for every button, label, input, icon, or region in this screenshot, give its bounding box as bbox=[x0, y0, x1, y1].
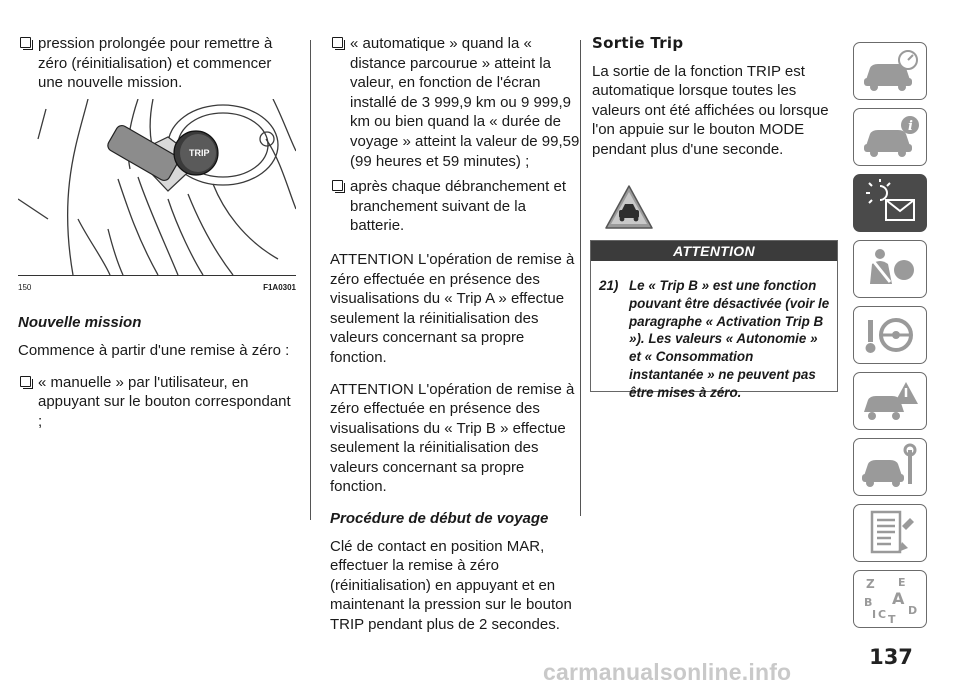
checkbox-bullet-icon bbox=[20, 376, 31, 387]
tab-specifications[interactable] bbox=[853, 504, 927, 562]
trip-button-label: TRIP bbox=[189, 147, 210, 158]
index-letter: E bbox=[898, 576, 906, 589]
column-divider bbox=[580, 40, 581, 516]
bullet-text: après chaque débranchement et branchement suivant de la batterie. bbox=[350, 178, 566, 235]
figure-trip-button bbox=[18, 99, 296, 275]
bullet-item bbox=[18, 34, 296, 93]
note-number: 21) bbox=[599, 278, 619, 293]
key-steering-icon bbox=[858, 310, 922, 360]
index-letter: D bbox=[908, 604, 918, 617]
dashboard-trip-button-illustration bbox=[18, 99, 296, 275]
chapter-navigation bbox=[853, 42, 927, 636]
paragraph: La sortie de la fonction TRIP est automatique lorsque toutes les valeurs ont été affichées ou lorsque l'on appuie sur le bouton MODE pendant plus d'une seconde. bbox=[592, 62, 829, 158]
checkbox-bullet-icon bbox=[20, 37, 31, 48]
attention-text bbox=[591, 261, 837, 402]
index-letter: B bbox=[864, 596, 873, 609]
bullet-text: « automatique » quand la « distance parcourue » atteint la valeur, en fonction de l'écran installé de 3 999,9 km ou 9 999,9 km ou bien quand la « durée de voyage » atteint la valeur de 99,59 (99 heures et 59 minutes) ; bbox=[350, 35, 580, 170]
index-letter: I bbox=[872, 608, 877, 621]
paragraph: Commence à partir d'une remise à zéro : bbox=[18, 341, 290, 359]
tab-safety[interactable] bbox=[853, 240, 927, 298]
watermark: carmanualsonline.info bbox=[543, 659, 792, 685]
tab-starting-driving[interactable] bbox=[853, 306, 927, 364]
svg-text:i: i bbox=[908, 119, 913, 134]
section-heading-sortie-trip: Sortie Trip bbox=[592, 34, 684, 52]
tab-index[interactable] bbox=[853, 570, 927, 628]
car-warning-triangle-icon bbox=[858, 376, 922, 426]
warning-triangle-car-icon bbox=[604, 184, 654, 230]
column-right bbox=[592, 34, 842, 172]
bullet-item bbox=[330, 177, 580, 236]
warning-light-message-icon bbox=[858, 178, 922, 228]
figure-number: 150 bbox=[18, 282, 32, 292]
paragraph-attention-trip-b: ATTENTION L'opération de remise à zéro effectuée en présence des visualisations du « Trip B » effectue seulement la réinitialisation des valeurs concernant sa propre fonction. bbox=[330, 380, 575, 496]
bullet-item bbox=[330, 34, 580, 171]
tab-car-info[interactable] bbox=[853, 108, 927, 166]
figure-caption bbox=[18, 275, 296, 298]
specifications-list-icon bbox=[858, 508, 922, 558]
index-letter: A bbox=[892, 589, 905, 608]
note-text: Le « Trip B » est une fonction pouvant être désactivée (voir le paragraphe « Activation Trip B »). Les valeurs « Autonomie » et « Consommation instantanée » ne peuvent pas être mises à zéro. bbox=[629, 278, 830, 400]
bullet-text: pression prolongée pour remettre à zéro (réinitialisation) et commencer une nouvelle mission. bbox=[38, 35, 273, 92]
index-letter: Z bbox=[866, 577, 875, 591]
index-letter: C bbox=[878, 608, 887, 621]
paragraph-attention-trip-a: ATTENTION L'opération de remise à zéro effectuée en présence des visualisations du « Trip A » effectue seulement la réinitialisation des valeurs concernant sa propre fonction. bbox=[330, 250, 575, 366]
tab-emergency[interactable] bbox=[853, 372, 927, 430]
figure-code: F1A0301 bbox=[263, 282, 296, 292]
checkbox-bullet-icon bbox=[332, 180, 343, 191]
checkbox-bullet-icon bbox=[332, 37, 343, 48]
page-number: 137 bbox=[869, 645, 913, 669]
column-middle bbox=[330, 34, 580, 647]
car-wrench-icon bbox=[858, 442, 922, 492]
index-letter: T bbox=[888, 613, 896, 624]
attention-title: ATTENTION bbox=[591, 241, 837, 261]
tab-servicing[interactable] bbox=[853, 438, 927, 496]
car-info-icon bbox=[858, 112, 922, 162]
alphabetical-index-icon bbox=[858, 574, 922, 624]
paragraph: Clé de contact en position MAR, effectuer la remise à zéro (réinitialisation) en appuyant et en maintenant la pression sur le bouton TRIP pendant plus de 2 secondes. bbox=[330, 537, 572, 634]
section-heading-debut-voyage: Procédure de début de voyage bbox=[330, 510, 549, 528]
tab-warning-lights[interactable] bbox=[853, 174, 927, 232]
attention-warning-box bbox=[590, 240, 838, 400]
tab-dashboard[interactable] bbox=[853, 42, 927, 100]
section-heading-nouvelle-mission: Nouvelle mission bbox=[18, 314, 142, 332]
column-left bbox=[18, 34, 296, 437]
column-divider bbox=[310, 40, 311, 520]
bullet-item bbox=[18, 373, 296, 432]
bullet-text: « manuelle » par l'utilisateur, en appuyant sur le bouton correspondant ; bbox=[38, 373, 291, 430]
seatbelt-airbag-icon bbox=[858, 244, 922, 294]
car-dashboard-icon bbox=[858, 46, 922, 96]
